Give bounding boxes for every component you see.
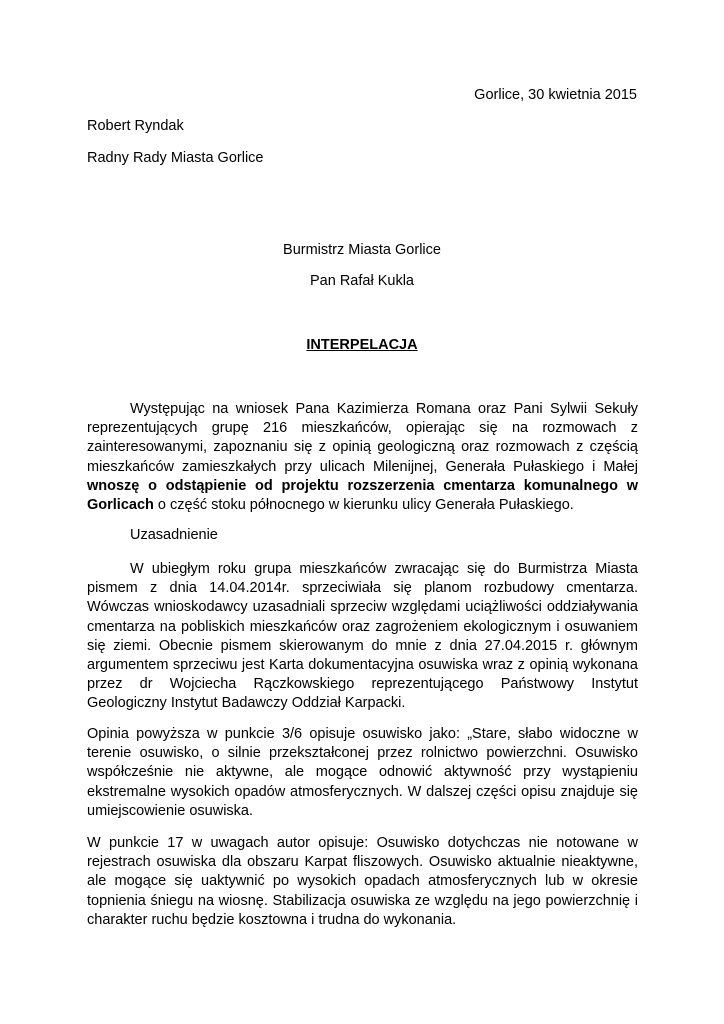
paragraph-opinion: Opinia powyższa w punkcie 3/6 opisuje osuwisko jako: „Stare, słabo widoczne w terenie osuwisko, o silnie przekształconej przez rolnictwo powierzchni. Osuwisko współcześnie nie aktywne, ale mogące odnowić aktywność przy wystąpieniu ekstremalne wysokich opadów atmosferycznych. W dalszej części opisu znajduje się umiejscowienie osuwiska.	[87, 726, 638, 819]
letter-date: Gorlice, 30 kwietnia 2015	[474, 87, 637, 103]
paragraph-request-start: Występując na wniosek Pana Kazimierza Romana oraz Pani Sylwii Sekuły reprezentujących grupę 216 mieszkańców, opierając się na rozmowach z zainteresowanymi, zapoznaniu się z opinią geologiczną oraz rozmowach z częścią mieszkańców zamieszkałych przy ulicach Milenijnej, Generała Pułaskiego i Małej	[87, 401, 638, 475]
document-title: INTERPELACJA	[306, 337, 418, 353]
paragraph-justification: W ubiegłym roku grupa mieszkańców zwracając się do Burmistrza Miasta pismem z dnia 14.04.2014r. sprzeciwiała się planom rozbudowy cmentarza. Wówczas wnioskodawcy uzasadniali sprzeciw względami uciążliwości oddziaływania cmentarza na pobliskich mieszkańców oraz zagrożeniem ekologicznym i osuwaniem się ziemi. Obecnie pismem skierowanym do mnie z dnia 27.04.2015 r. głównym argumentem sprzeciwu jest Karta dokumentacyjna osuwiska wraz z opinią wykonana przez dr Wojciecha Rączkowskiego reprezentującego Państwowy Instytut Geologiczny Instytut Badawczy Oddział Karpacki.	[87, 561, 638, 712]
author-role: Radny Rady Miasta Gorlice	[87, 150, 264, 166]
section-heading-justification: Uzasadnienie	[130, 527, 218, 543]
recipient-name: Pan Rafał Kukla	[310, 273, 414, 289]
paragraph-request-bold: wnoszę o odstąpienie od projektu rozszerzenia cmentarza komunalnego w Gorlicach	[87, 477, 638, 514]
recipient-title: Burmistrz Miasta Gorlice	[283, 242, 441, 258]
paragraph-request-end: o część stoku północnego w kierunku ulicy Generała Pułaskiego.	[153, 497, 574, 514]
author-name: Robert Ryndak	[87, 118, 184, 134]
paragraph-remarks: W punkcie 17 w uwagach autor opisuje: Osuwisko dotychczas nie notowane w rejestrach osuwiska dla obszaru Karpat fliszowych. Osuwisko aktualnie nieaktywne, ale mogące się uaktywnić po wysokich opadach atmosferycznych lub w okresie topnienia śniegu na wiosnę. Stabilizacja osuwiska ze względu na jego powierzchnię i charakter ruchu będzie kosztowna i trudna do wykonania.	[87, 835, 638, 928]
paragraph-request	[87, 400, 638, 515]
